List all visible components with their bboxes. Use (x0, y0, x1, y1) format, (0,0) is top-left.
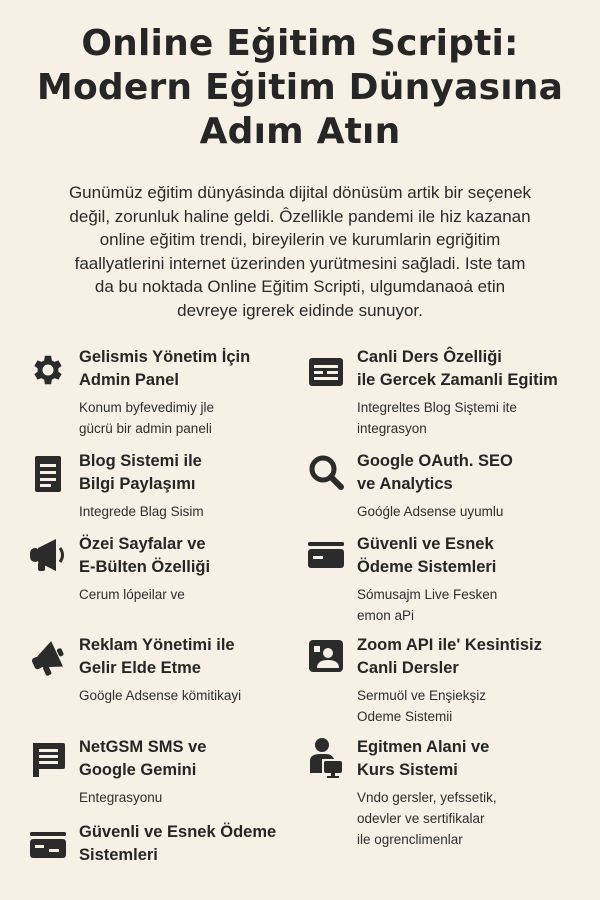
intro-paragraph (36, 181, 564, 323)
feature-title: Blog Sistemi ile Bilgi Paylaşımı (79, 452, 202, 493)
feature-description: Goóǵle Adsense uyumlu (357, 504, 504, 519)
feature-title: Özei Sayfalar ve E-Bülten Özelliği (79, 535, 211, 576)
feature-title: Güvenli ve Esnek Ödeme Sistemleri (79, 823, 277, 864)
feature-description: Goögle Adsense kömitikayi (79, 688, 242, 703)
credit-card-icon (28, 825, 68, 865)
credit-card-icon (306, 535, 346, 575)
search-icon (306, 452, 346, 492)
feature-description: Cerum lópeilar ve (79, 587, 185, 602)
intro-line: online eğitim trendi, bireyilerin ve kurumlarin egriğitim (99, 230, 501, 250)
title-line: Modern Eğitim Dünyasına (36, 67, 564, 108)
feature-description: Sermuöl ve Enşiekşiz Odeme Sistemii (357, 688, 487, 724)
feature-title: Zoom API ile' Kesintisiz Canli Dersler (357, 636, 542, 677)
document-icon (28, 454, 68, 494)
title-line: Online Eğitim Scripti: (81, 23, 519, 64)
message-icon (28, 740, 68, 780)
intro-line: Gunümüz eğitim dünyásinda dijital dönüsüm artik bir seçenek (68, 183, 532, 202)
feature-description: Vndo gersler, yefssetik, odevler ve sertifikalar ile ogrenclimenlar (357, 790, 497, 847)
feature-title: Google OAuth. SEO ve Analytics (357, 452, 513, 493)
title-line: Adım Atın (199, 111, 401, 152)
gear-icon (28, 350, 68, 390)
feature-description: Konum byfevedimiy jle gücrü bir admin paneli (79, 400, 215, 436)
instructor-icon (306, 738, 346, 778)
contact-card-icon (306, 636, 346, 676)
feature-title: Güvenli ve Esnek Ödeme Sistemleri (357, 535, 497, 576)
feature-title: Gelismis Yönetim İçin Admin Panel (79, 348, 251, 389)
feature-title: Egitmen Alani ve Kurs Sistemi (357, 738, 490, 779)
feature-description: Integrede Blag Sisim (79, 504, 204, 519)
feature-description: Entegrasyonu (79, 790, 163, 805)
speaker-icon (28, 535, 68, 575)
feature-description: Sómusajm Live Fesken emon aPi (357, 587, 498, 623)
feature-description: Integreltes Blog Siştemi ite integrasyon (357, 400, 517, 436)
live-panel-icon (306, 352, 346, 392)
feature-title: Reklam Yönetimi ile Gelir Elde Etme (79, 636, 235, 677)
page-title (0, 22, 600, 154)
intro-line: değil, zorunluk haline geldi. Ôzellikle pandemi ile hiz kazanan (69, 206, 531, 226)
feature-title: Canli Ders Ôzelliği ile Gercek Zamanli Egitim (357, 348, 558, 389)
intro-line: da bu noktada Online Eğitim Scripti, ulgumdanaoȧ etin (94, 277, 506, 297)
megaphone-icon (28, 638, 68, 678)
intro-line: faallyatlerini internet üzerinden yurütmesini sağladi. Iste tam (74, 253, 526, 273)
intro-line: devreye igrerek eidinde sunuyor. (177, 300, 423, 320)
feature-title: NetGSM SMS ve Google Gemini (79, 738, 207, 779)
